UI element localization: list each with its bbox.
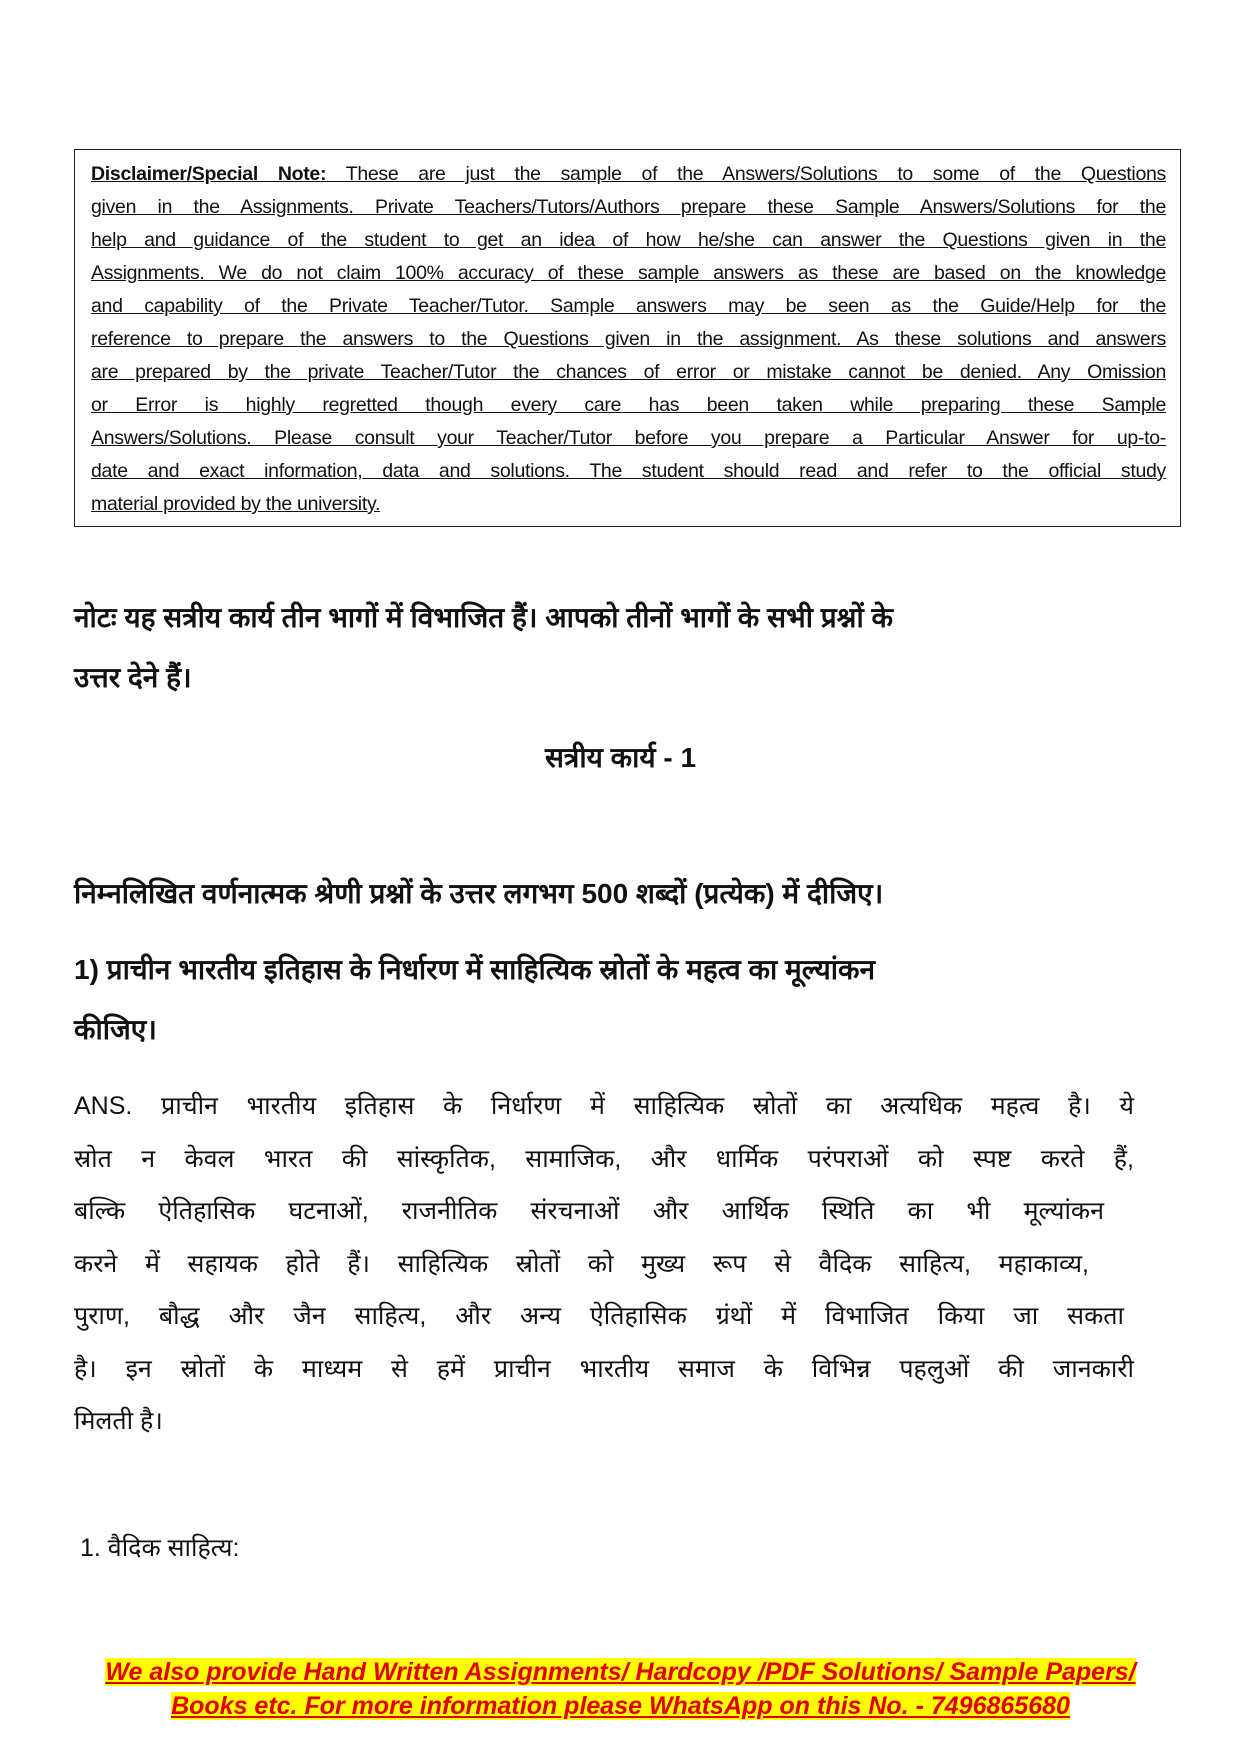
- disclaimer-line: material provided by the university.: [91, 493, 381, 515]
- answer-line: करने में सहायक होते हैं। साहित्यिक स्रोतों को मुख्य रूप से वैदिक साहित्य, महाकाव्य,: [74, 1250, 1089, 1278]
- answer-line: बल्कि ऐतिहासिक घटनाओं, राजनीतिक संरचनाओं और आर्थिक स्थिति का भी मूल्यांकन: [74, 1197, 1104, 1225]
- disclaimer-label: Disclaimer/Special Note:: [91, 163, 327, 185]
- disclaimer-line: and capability of the Private Teacher/Tutor. Sample answers may be seen as the Guide/Help for the: [91, 295, 1166, 317]
- subheading: 1. वैदिक साहित्य:: [80, 1534, 240, 1562]
- footer-line-1: [0, 1658, 1241, 1687]
- answer-line: पुराण, बौद्ध और जैन साहित्य, और अन्य ऐतिहासिक ग्रंथों में विभाजित किया जा सकता: [74, 1302, 1124, 1330]
- disclaimer-line: reference to prepare the answers to the Questions given in the assignment. As these solutions and answers: [91, 328, 1166, 350]
- note-line-2: उत्तर देने हैं।: [74, 662, 192, 693]
- disclaimer-line: [91, 162, 1166, 186]
- disclaimer-box: [74, 149, 1181, 527]
- question-line-2: कीजिए।: [74, 1014, 157, 1045]
- disclaimer-line: given in the Assignments. Private Teachers/Tutors/Authors prepare these Sample Answers/Solutions for the: [91, 196, 1166, 218]
- question-line-1: 1) प्राचीन भारतीय इतिहास के निर्धारण में साहित्यिक स्रोतों के महत्व का मूल्यांकन: [74, 954, 876, 985]
- answer-line: ANS. प्राचीन भारतीय इतिहास के निर्धारण में साहित्यिक स्रोतों का अत्यधिक महत्व है। ये: [74, 1092, 1134, 1120]
- disclaimer-line: Answers/Solutions. Please consult your Teacher/Tutor before you prepare a Particular Answer for up-to-: [91, 427, 1166, 449]
- footer-line-2: [0, 1692, 1241, 1721]
- disclaimer-line: or Error is highly regretted though every care has been taken while preparing these Sample: [91, 394, 1166, 416]
- answer-line: स्रोत न केवल भारत की सांस्कृतिक, सामाजिक, और धार्मिक परंपराओं को स्पष्ट करते हैं,: [74, 1145, 1134, 1173]
- disclaimer-line: date and exact information, data and solutions. The student should read and refer to the official study: [91, 460, 1166, 482]
- disclaimer-line: help and guidance of the student to get an idea of how he/she can answer the Questions given in the: [91, 229, 1166, 251]
- answer-line: मिलती है।: [74, 1407, 163, 1435]
- disclaimer-text: These are just the sample of the Answers/Solutions to some of the Questions: [326, 163, 1166, 185]
- footer-text: Books etc. For more information please WhatsApp on this No. - 7496865680: [171, 1692, 1070, 1720]
- instruction: निम्नलिखित वर्णनात्मक श्रेणी प्रश्नों के उत्तर लगभग 500 शब्दों (प्रत्येक) में दीजिए।: [74, 878, 884, 909]
- disclaimer-line: are prepared by the private Teacher/Tutor the chances of error or mistake cannot be denied. Any Omission: [91, 361, 1166, 383]
- note-line-1: नोटः यह सत्रीय कार्य तीन भागों में विभाजित हैं। आपको तीनों भागों के सभी प्रश्नों के: [74, 602, 893, 633]
- disclaimer-line: Assignments. We do not claim 100% accuracy of these sample answers as these are based on the knowledge: [91, 262, 1166, 284]
- section-title: सत्रीय कार्य - 1: [544, 742, 697, 773]
- footer-text: We also provide Hand Written Assignments/ Hardcopy /PDF Solutions/ Sample Papers/: [105, 1658, 1136, 1686]
- answer-line: है। इन स्रोतों के माध्यम से हमें प्राचीन भारतीय समाज के विभिन्न पहलुओं की जानकारी: [74, 1355, 1134, 1383]
